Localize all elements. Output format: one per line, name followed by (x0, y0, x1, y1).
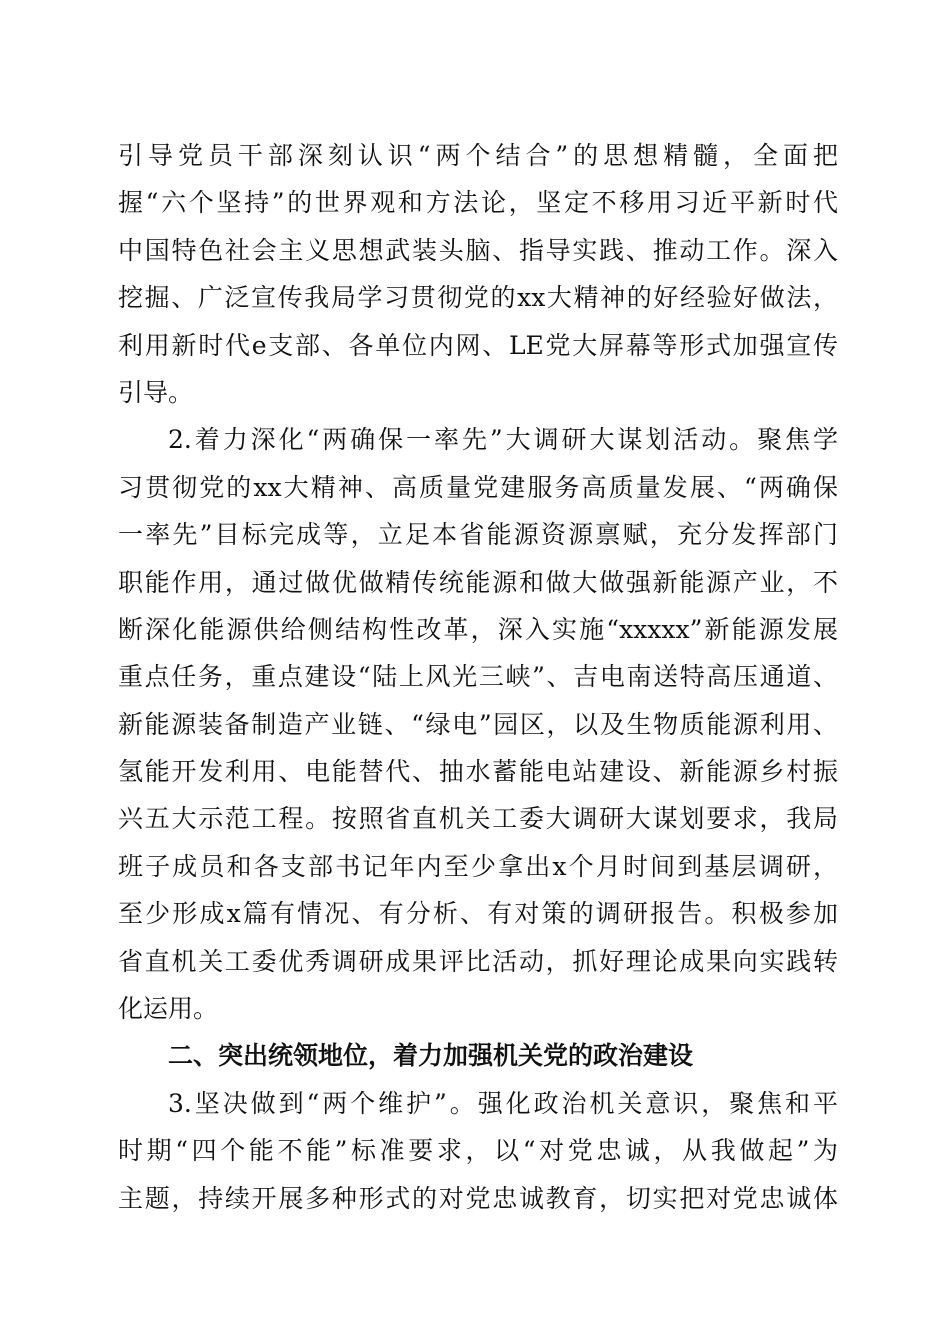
text-line: 氢能开发利用、电能替代、抽水蓄能电站建设、新能源乡村振 (118, 757, 838, 787)
text-line: 一率先”目标完成等，立足本省能源资源禀赋，充分发挥部门 (118, 520, 838, 550)
text-line: 兴五大示范工程。按照省直机关工委大调研大谋划要求，我局 (118, 804, 838, 834)
paragraph-start: 2.着力深化“两确保一率先”大调研大谋划活动。聚焦学 (168, 425, 838, 455)
body-text (118, 132, 838, 1222)
paragraph-start: 3.坚决做到“两个维护”。强化政治机关意识，聚焦和平 (168, 1088, 838, 1118)
text-line: 握“六个坚持”的世界观和方法论，坚定不移用习近平新时代 (118, 188, 838, 218)
text-line: 中国特色社会主义思想武装头脑、指导实践、推动工作。深入 (118, 235, 838, 265)
section-heading: 二、突出统领地位，着力加强机关党的政治建设 (168, 1041, 694, 1071)
text-line: 挖掘、广泛宣传我局学习贯彻党的xx大精神的好经验好做法， (118, 283, 838, 313)
text-line: 时期“四个能不能”标准要求，以“对党忠诚，从我做起”为 (118, 1136, 838, 1166)
text-line: 断深化能源供给侧结构性改革，深入实施“xxxxx”新能源发展 (118, 614, 838, 644)
text-line: 习贯彻党的xx大精神、高质量党建服务高质量发展、“两确保 (118, 472, 838, 502)
text-line: 重点任务，重点建设“陆上风光三峡”、吉电南送特高压通道、 (118, 662, 838, 692)
text-line: 新能源装备制造产业链、“绿电”园区，以及生物质能源利用、 (118, 709, 838, 739)
text-line: 职能作用，通过做优做精传统能源和做大做强新能源产业，不 (118, 567, 838, 597)
text-line: 省直机关工委优秀调研成果评比活动，抓好理论成果向实践转 (118, 946, 838, 976)
text-line: 至少形成x篇有情况、有分析、有对策的调研报告。积极参加 (118, 899, 838, 929)
text-line: 利用新时代e支部、各单位内网、LE党大屏幕等形式加强宣传 (118, 330, 838, 360)
text-line: 引导。 (118, 377, 194, 407)
text-line: 引导党员干部深刻认识“两个结合”的思想精髓，全面把 (118, 141, 838, 170)
text-line: 主题，持续开展多种形式的对党忠诚教育，切实把对党忠诚体 (118, 1183, 838, 1213)
text-line: 化运用。 (118, 994, 219, 1024)
text-line: 班子成员和各支部书记年内至少拿出x个月时间到基层调研， (118, 851, 838, 881)
